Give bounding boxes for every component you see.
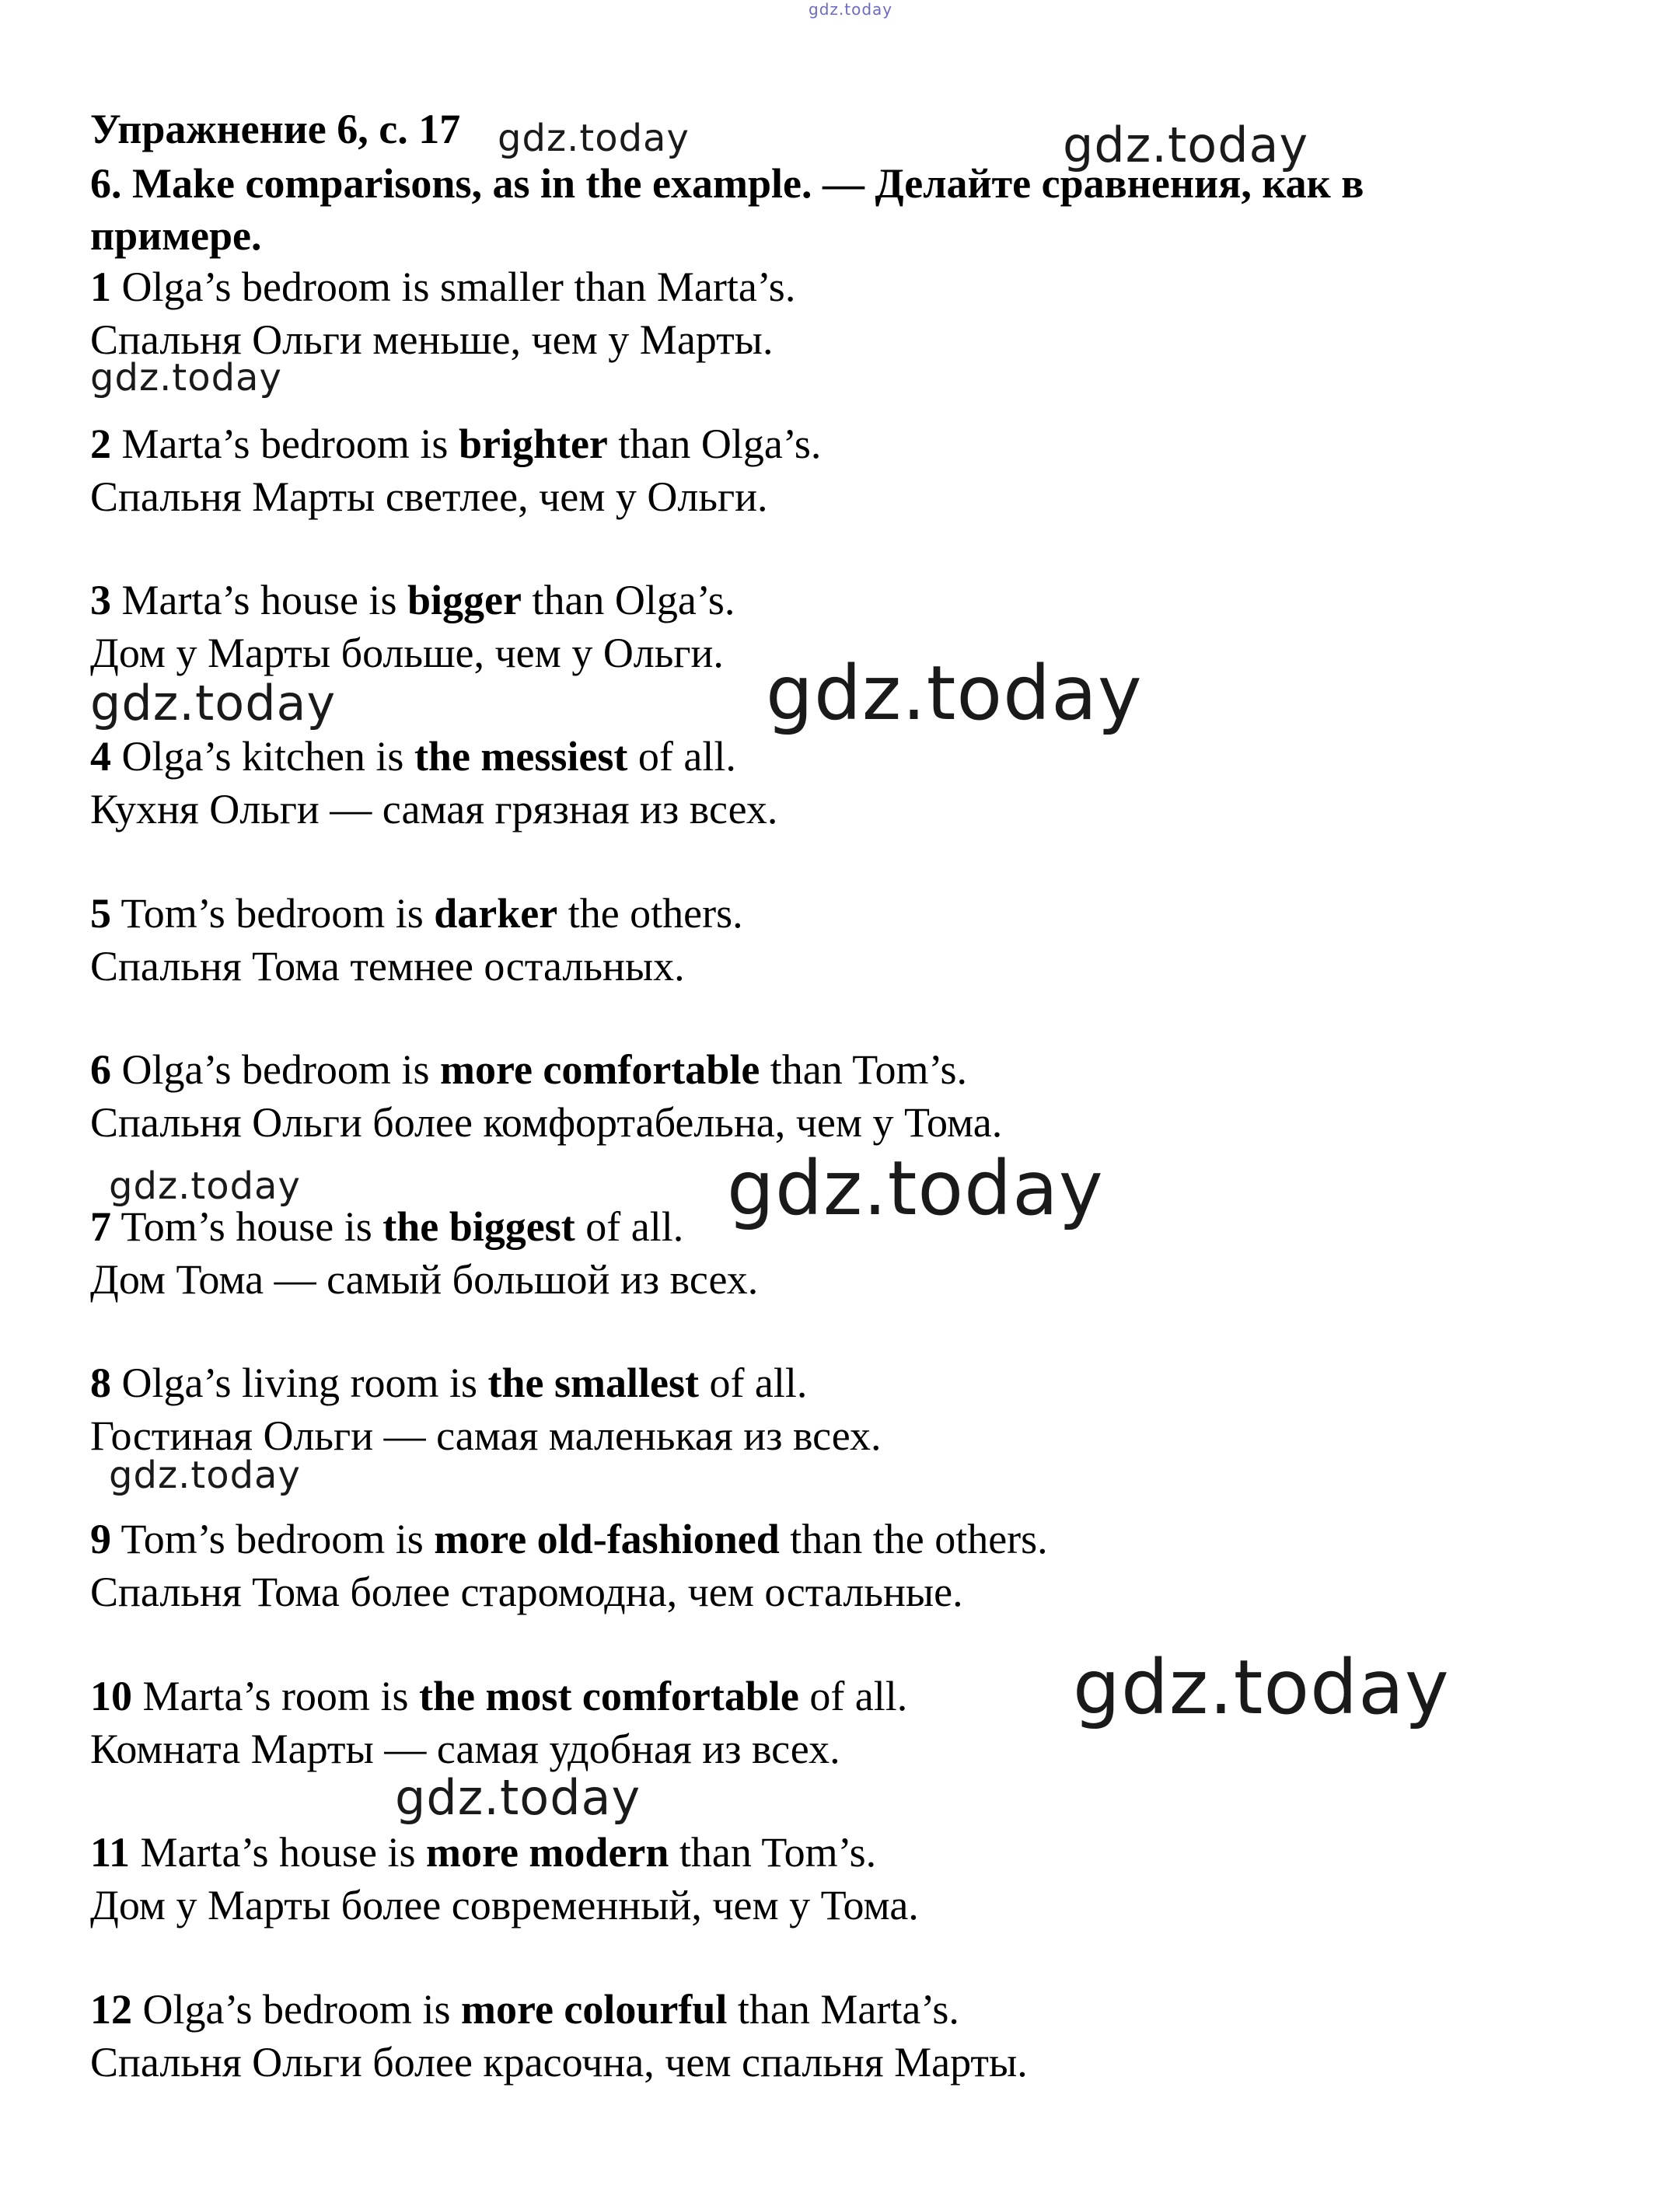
item-russian: Дом у Марты более современный, чем у Тома. <box>90 1882 919 1928</box>
exercise-title: Упражнение 6, с. 17 <box>90 106 461 152</box>
item-english: 7 Tom’s house is the biggest of all. <box>90 1203 684 1250</box>
item-russian: Кухня Ольги — самая грязная из всех. <box>90 786 778 832</box>
item-english: 11 Marta’s house is more modern than Tom’s. <box>90 1829 877 1876</box>
item-english: 1 Olga’s bedroom is smaller than Marta’s. <box>90 264 796 310</box>
item-russian: Спальня Марты светлее, чем у Ольги. <box>90 473 768 520</box>
item-english: 5 Tom’s bedroom is darker the others. <box>90 890 743 937</box>
item-russian: Спальня Тома темнее остальных. <box>90 943 685 990</box>
item-english: 6 Olga’s bedroom is more comfortable than Tom’s. <box>90 1046 968 1093</box>
item-number: 7 <box>90 1203 111 1250</box>
item-russian: Спальня Ольги более красочна, чем спальня Марты. <box>90 2039 1028 2086</box>
task-instruction-line2: примере. <box>90 212 262 259</box>
item-number: 9 <box>90 1516 111 1562</box>
item-number: 10 <box>90 1673 132 1719</box>
watermark-1: gdz.today <box>90 356 282 400</box>
item-english: 2 Marta’s bedroom is brighter than Olga’s. <box>90 421 822 467</box>
item-english: 10 Marta’s room is the most comfortable of all. <box>90 1673 908 1719</box>
item-russian: Спальня Ольги более комфортабельна, чем у Тома. <box>90 1099 1003 1146</box>
item-russian: Комната Марты — самая удобная из всех. <box>90 1726 840 1772</box>
item-english: 4 Olga’s kitchen is the messiest of all. <box>90 733 736 780</box>
item-russian: Дом у Марты больше, чем у Ольги. <box>90 630 724 676</box>
task-instruction-line1: 6. Make comparisons, as in the example. — Делайте сравнения, как в <box>90 160 1364 207</box>
item-english: 9 Tom’s bedroom is more old-fashioned than the others. <box>90 1516 1048 1562</box>
item-number: 6 <box>90 1046 111 1093</box>
item-russian: Гостиная Ольги — самая маленькая из всех. <box>90 1412 882 1459</box>
item-number: 4 <box>90 733 111 780</box>
item-number: 12 <box>90 1986 132 2033</box>
item-russian: Спальня Тома более старомодна, чем остальные. <box>90 1569 963 1615</box>
item-number: 1 <box>90 264 111 310</box>
watermark-top: gdz.today <box>809 0 893 19</box>
watermark-3: gdz.today <box>109 1164 301 1208</box>
watermark-2: gdz.today <box>90 675 337 731</box>
item-number: 2 <box>90 421 111 467</box>
item-english: 8 Olga’s living room is the smallest of all. <box>90 1360 808 1406</box>
watermark-big-2: gdz.today <box>727 1145 1104 1232</box>
watermark-inline: gdz.today <box>498 117 690 160</box>
watermark-big-3: gdz.today <box>1073 1644 1450 1731</box>
item-english: 12 Olga’s bedroom is more colourful than Marta’s. <box>90 1986 959 2033</box>
item-number: 11 <box>90 1829 131 1876</box>
item-number: 8 <box>90 1360 111 1406</box>
watermark-big-1: gdz.today <box>766 650 1143 737</box>
item-number: 5 <box>90 890 111 937</box>
item-number: 3 <box>90 577 111 623</box>
item-english: 3 Marta’s house is bigger than Olga’s. <box>90 577 735 623</box>
item-russian: Дом Тома — самый большой из всех. <box>90 1256 759 1303</box>
watermark-4: gdz.today <box>109 1454 301 1497</box>
watermark-5: gdz.today <box>395 1769 641 1826</box>
watermark-header: gdz.today <box>1063 117 1309 173</box>
item-russian: Спальня Ольги меньше, чем у Марты. <box>90 316 774 363</box>
